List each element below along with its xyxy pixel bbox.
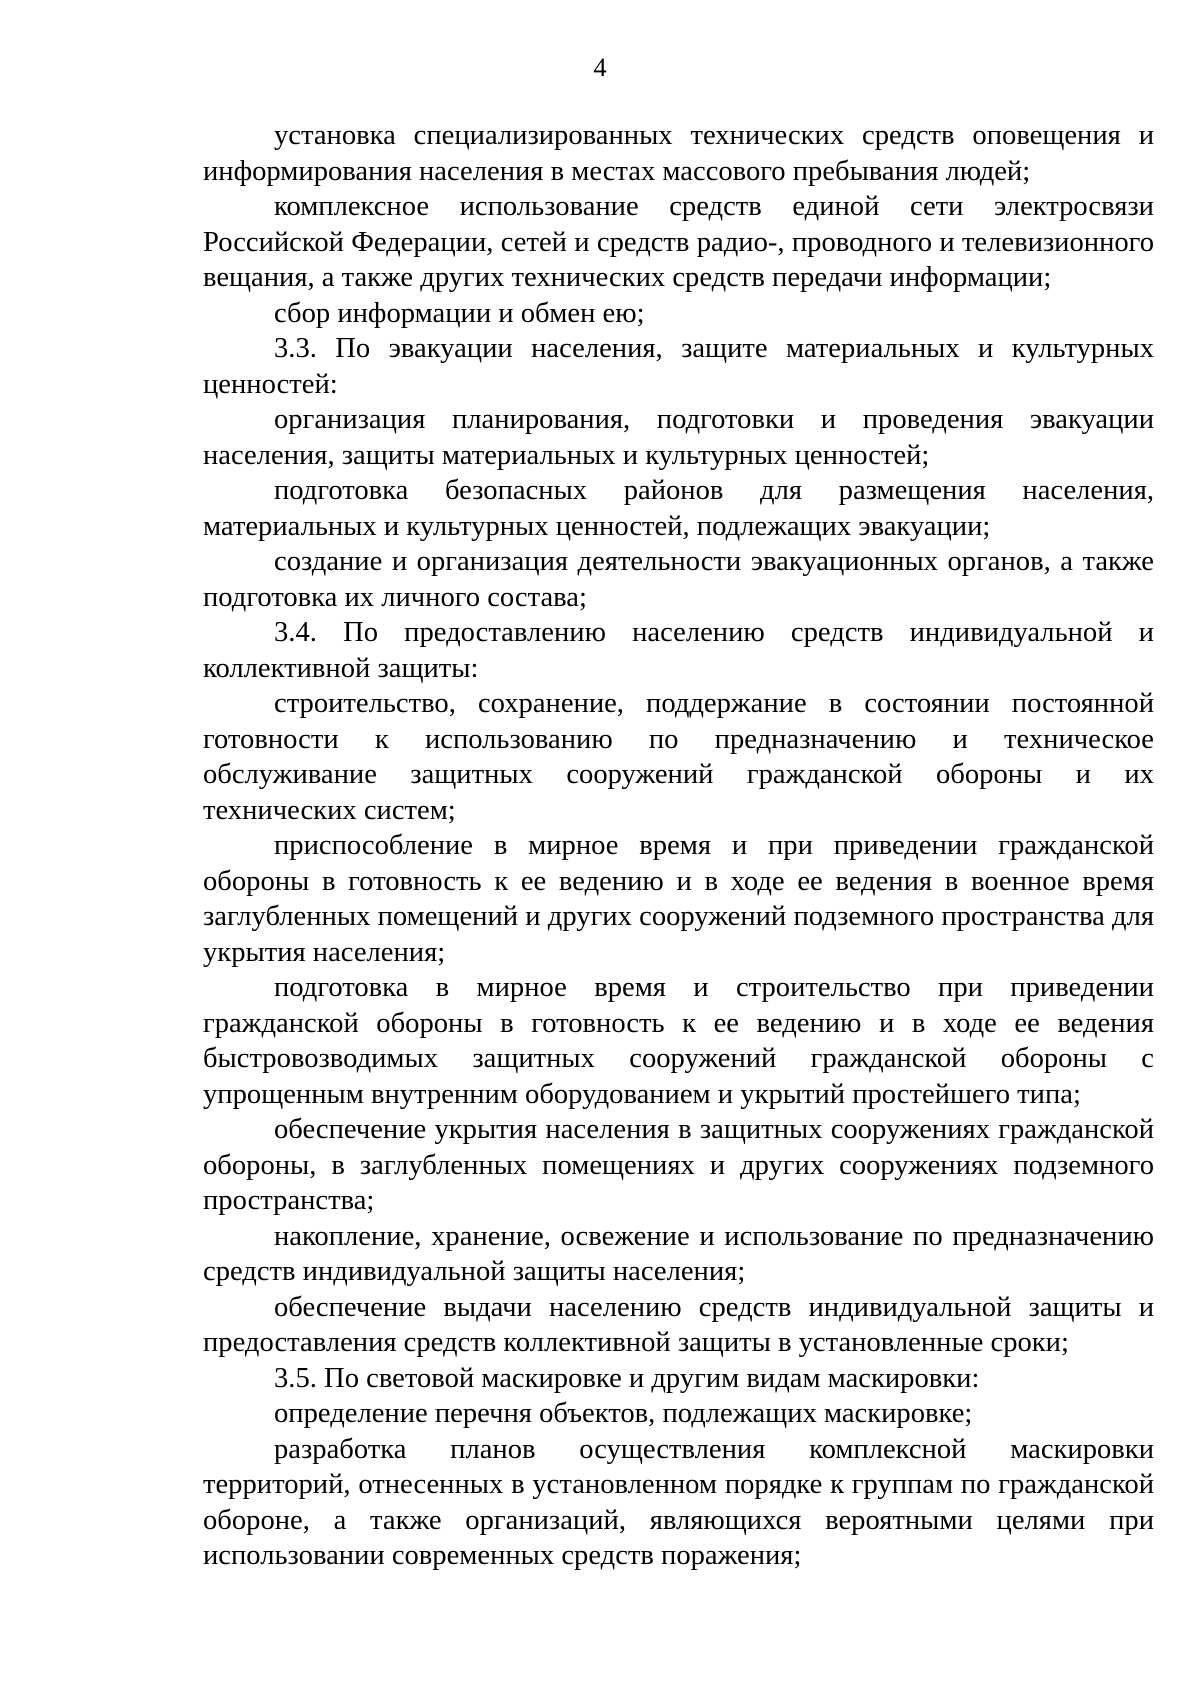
- page-number: 4: [593, 53, 607, 82]
- paragraph: подготовка в мирное время и строительство при приведении гражданской обороны в готовность к ее ведению и в ходе ее ведения быстровозводимых защитных сооружений гражданской обороны с упрощенным внутренним оборудованием и укрытий простейшего типа;: [203, 972, 1154, 1110]
- paragraph: строительство, сохранение, поддержание в состоянии постоянной готовности к использованию по предназначению и техническое обслуживание защитных сооружений гражданской обороны и их технических систем;: [203, 688, 1154, 826]
- paragraph: сбор информации и обмен ею;: [274, 297, 645, 329]
- paragraph: разработка планов осуществления комплексной маскировки территорий, отнесенных в установленном порядке к группам по гражданской обороне, а также организаций, являющихся вероятными целями при использовании современных средств поражения;: [203, 1433, 1154, 1571]
- paragraph: создание и организация деятельности эвакуационных органов, а также подготовка их личного состава;: [203, 546, 1154, 613]
- section-heading: 3.4. По предоставлению населению средств индивидуальной и коллективной защиты:: [203, 617, 1154, 684]
- document-body: [203, 118, 1154, 1574]
- paragraph: организация планирования, подготовки и проведения эвакуации населения, защиты материальных и культурных ценностей;: [203, 404, 1154, 471]
- section-heading: 3.5. По световой маскировке и другим видам маскировки:: [274, 1362, 980, 1394]
- paragraph: установка специализированных технических средств оповещения и информирования населения в местах массового пребывания людей;: [203, 120, 1154, 187]
- paragraph: накопление, хранение, освежение и использование по предназначению средств индивидуальной защиты населения;: [203, 1220, 1154, 1287]
- paragraph: определение перечня объектов, подлежащих маскировке;: [274, 1398, 973, 1429]
- paragraph: обеспечение выдачи населению средств индивидуальной защиты и предоставления средств коллективной защиты в установленные сроки;: [203, 1291, 1154, 1358]
- section-heading: 3.3. По эвакуации населения, защите материальных и культурных ценностей:: [203, 333, 1154, 400]
- paragraph: комплексное использование средств единой сети электросвязи Российской Федерации, сетей и средств радио-, проводного и телевизионного вещания, а также других технических средств передачи информации;: [203, 191, 1154, 293]
- paragraph: подготовка безопасных районов для размещения населения, материальных и культурных ценностей, подлежащих эвакуации;: [203, 475, 1154, 542]
- paragraph: обеспечение укрытия населения в защитных сооружениях гражданской обороны, в заглубленных помещениях и других сооружениях подземного пространства;: [203, 1114, 1154, 1216]
- paragraph: приспособление в мирное время и при приведении гражданской обороны в готовность к ее ведению и в ходе ее ведения в военное время заглубленных помещений и других сооружений подземного пространства для укрытия населения;: [203, 830, 1154, 968]
